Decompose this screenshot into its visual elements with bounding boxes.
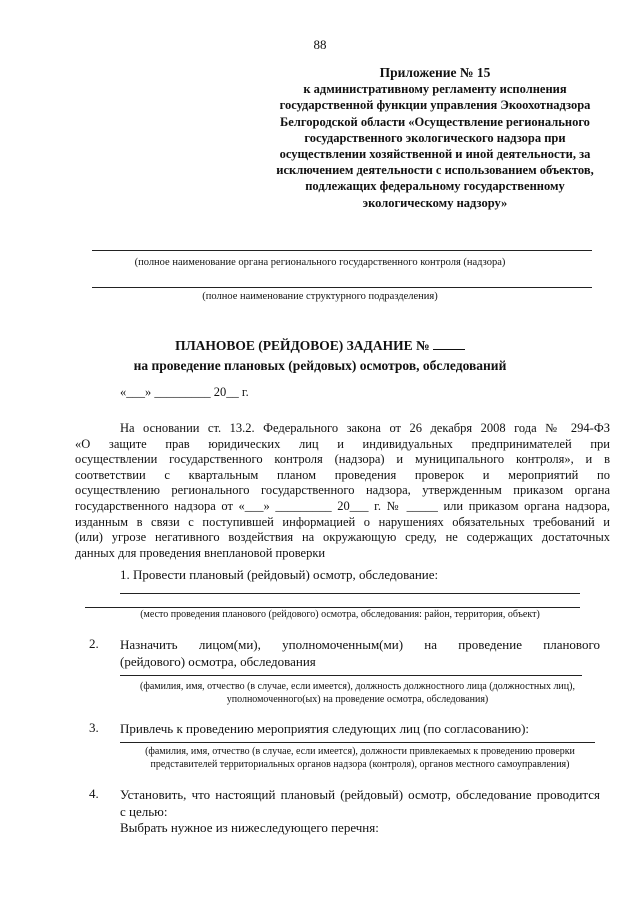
appendix-line: Белгородской области «Осуществление регионального [280, 114, 590, 129]
document-heading [0, 336, 640, 376]
organ-caption: (полное наименование органа регионального государственного контроля (надзора) [134, 257, 506, 268]
item-2-line1: Назначить лицом(ми), уполномоченным(ми) на проведение планового [120, 637, 600, 652]
item-4-line2: с целью: [120, 804, 168, 819]
item-2-number: 2. [89, 636, 99, 651]
item-3-number: 3. [89, 720, 99, 735]
basis-line: государственного надзора от «___» _________ 20___ г. № _____ или приказом органа надзора, [75, 498, 610, 513]
item-2-line [120, 675, 582, 676]
heading-subtitle: на проведение плановых (рейдовых) осмотров, обследований [133, 358, 507, 373]
appendix-line: исключением деятельности с использованием объектов, [276, 163, 594, 178]
item-1-line-b [85, 607, 580, 608]
appendix-line: экологическому надзору» [362, 195, 508, 210]
item-3-line [120, 742, 595, 743]
basis-line: «О защите прав юридических лиц и индивидуальных предпринимателей при [75, 436, 610, 451]
basis-line: (или) угрозе негативного воздействия на окружающую среду, не содержащих достаточных [75, 530, 610, 545]
item-2-caption-2: уполномоченного(ых) на проведение осмотра, обследования) [226, 694, 489, 705]
appendix-line: государственной функции управления Экоохотнадзора [279, 98, 591, 113]
heading-title: ПЛАНОВОЕ (РЕЙДОВОЕ) ЗАДАНИЕ № [175, 338, 430, 353]
appendix-line: государственного экологического надзора при [304, 130, 566, 145]
basis-line: осуществлению регионального государственного надзора, утвержденным приказом органа [75, 483, 610, 498]
item-2-caption-1: (фамилия, имя, отчество (в случае, если имеется), должность должностного лица (должностных лиц), [140, 681, 575, 692]
item-4-line1: Установить, что настоящий плановый (рейдовый) осмотр, обследование проводится [120, 787, 600, 802]
organ-name-line [92, 250, 592, 251]
basis-line: соответствии с квартальным планом проведения проверок и мероприятий по [75, 467, 610, 482]
item-3-caption-2: представителей территориальных органов надзора (контроля), органов местного самоуправления) [150, 759, 570, 770]
division-name-line [92, 287, 592, 288]
division-caption: (полное наименование структурного подразделения) [202, 291, 438, 302]
appendix-block [250, 65, 620, 211]
basis-line: осуществлении государственного контроля (надзора) и муниципального контроля», и в [75, 452, 610, 467]
appendix-title: Приложение № 15 [379, 65, 491, 80]
basis-paragraph [75, 421, 610, 561]
appendix-line: подлежащих федеральному государственному [305, 179, 565, 194]
basis-line: изданным в связи с поступившей информацией о нарушениях обязательных требований и [75, 514, 610, 529]
heading-number-blank [433, 337, 465, 350]
page-number: 88 [313, 37, 327, 52]
item-1-line-a [120, 593, 580, 594]
item-3-text: Привлечь к проведению мероприятия следующих лиц (по согласованию): [120, 721, 530, 736]
date-line: «___» _________ 20__ г. [120, 385, 249, 399]
basis-last-line: данных для проведения внеплановой проверки [75, 545, 326, 560]
item-3-caption-1: (фамилия, имя, отчество (в случае, если имеется), должности привлекаемых к проведению проверки [145, 746, 575, 757]
basis-first-line: На основании ст. 13.2. Федерального закона от 26 декабря 2008 года № 294-ФЗ [120, 421, 610, 435]
appendix-line: осуществлении хозяйственной и иной деятельности, за [279, 147, 591, 162]
item-4-number: 4. [89, 786, 99, 801]
item-2-line2: (рейдового) осмотра, обследования [120, 654, 316, 669]
item-4-line3: Выбрать нужное из нижеследующего перечня: [120, 820, 379, 835]
item-1-text: 1. Провести плановый (рейдовый) осмотр, обследование: [120, 567, 439, 582]
appendix-line: к административному регламенту исполнения [303, 82, 567, 97]
item-1-caption: (место проведения планового (рейдового) осмотра, обследования: район, территория, объект) [140, 609, 540, 620]
